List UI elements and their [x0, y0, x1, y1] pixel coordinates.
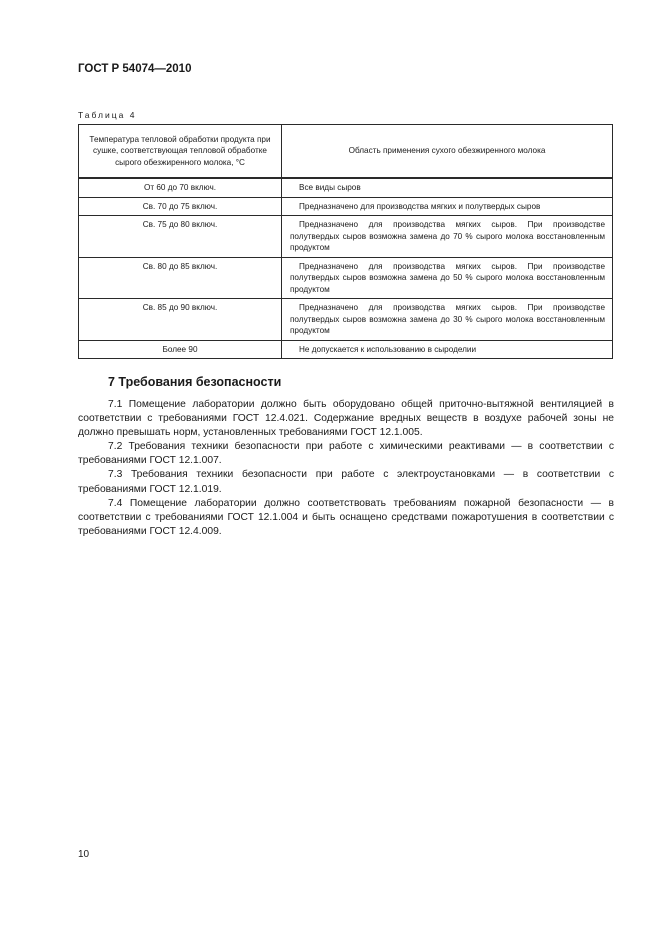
cell-application-text: Не допускается к использованию в сыроделии [299, 344, 477, 354]
cell-application-text: Предназначено для производства мягких сыров. При производстве полутвердых сыров возможна замена до 70 % сырого молока восстановленным продуктом [290, 220, 605, 252]
paragraph-7-2: 7.2 Требования техники безопасности при работе с химическими реактивами — в соответствии с требованиями ГОСТ 12.1.007. [78, 441, 614, 467]
cell-application [282, 197, 613, 216]
cell-temperature: Св. 75 до 80 включ. [79, 216, 282, 258]
table-row [79, 178, 613, 197]
cell-application [282, 299, 613, 341]
column-header-temperature: Температура тепловой обработки продукта при сушке, соответствующая тепловой обработке сырого обезжиренного молока, °С [79, 125, 282, 179]
column-header-application: Область применения сухого обезжиренного молока [282, 125, 613, 179]
table-header-row [79, 125, 613, 179]
cell-application-text: Все виды сыров [299, 183, 361, 192]
table-caption: Таблица 4 [78, 110, 137, 120]
cell-application [282, 257, 613, 299]
cell-temperature: Св. 70 до 75 включ. [79, 197, 282, 216]
table-row [79, 340, 613, 359]
section-body [78, 398, 614, 539]
cell-application [282, 216, 613, 258]
cell-application [282, 178, 613, 197]
table-row [79, 299, 613, 341]
page-number: 10 [78, 849, 90, 860]
table-row [79, 257, 613, 299]
cell-application-text: Предназначено для производства мягких и полутвердых сыров [299, 201, 541, 211]
paragraph-7-1: 7.1 Помещение лаборатории должно быть оборудовано общей приточно-вытяжной вентиляцией в соответствии с требованиями ГОСТ 12.4.021. Содержание вредных веществ в воздухе рабочей зоны не должно превышать норм, установленных требованиями ГОСТ 12.1.005. [78, 399, 614, 439]
cell-application [282, 340, 613, 359]
document-header: ГОСТ Р 54074—2010 [78, 63, 192, 75]
cell-temperature: От 60 до 70 включ. [79, 178, 282, 197]
cell-temperature: Более 90 [79, 340, 282, 359]
paragraph-7-4: 7.4 Помещение лаборатории должно соответствовать требованиям пожарной безопасности — в соответствии с требованиями ГОСТ 12.1.004 и быть оснащено средствами пожаротушения в соответствии с требованиями ГОСТ 12.4.009. [78, 497, 614, 537]
cell-temperature: Св. 85 до 90 включ. [79, 299, 282, 341]
table-row [79, 216, 613, 258]
cell-application-text: Предназначено для производства мягких сыров. При производстве полутвердых сыров возможна замена до 50 % сырого молока восстановленным продуктом [290, 261, 605, 294]
table-row [79, 197, 613, 216]
cell-temperature: Св. 80 до 85 включ. [79, 257, 282, 299]
paragraph-7-3: 7.3 Требования техники безопасности при работе с электроустановками — в соответствии с требованиями ГОСТ 12.1.019. [78, 469, 614, 495]
cell-application-text: Предназначено для производства мягких сыров. При производстве полутвердых сыров возможна замена до 30 % сырого молока восстановленным продуктом [290, 303, 605, 335]
section-title: 7 Требования безопасности [108, 375, 282, 389]
specification-table [78, 124, 613, 359]
